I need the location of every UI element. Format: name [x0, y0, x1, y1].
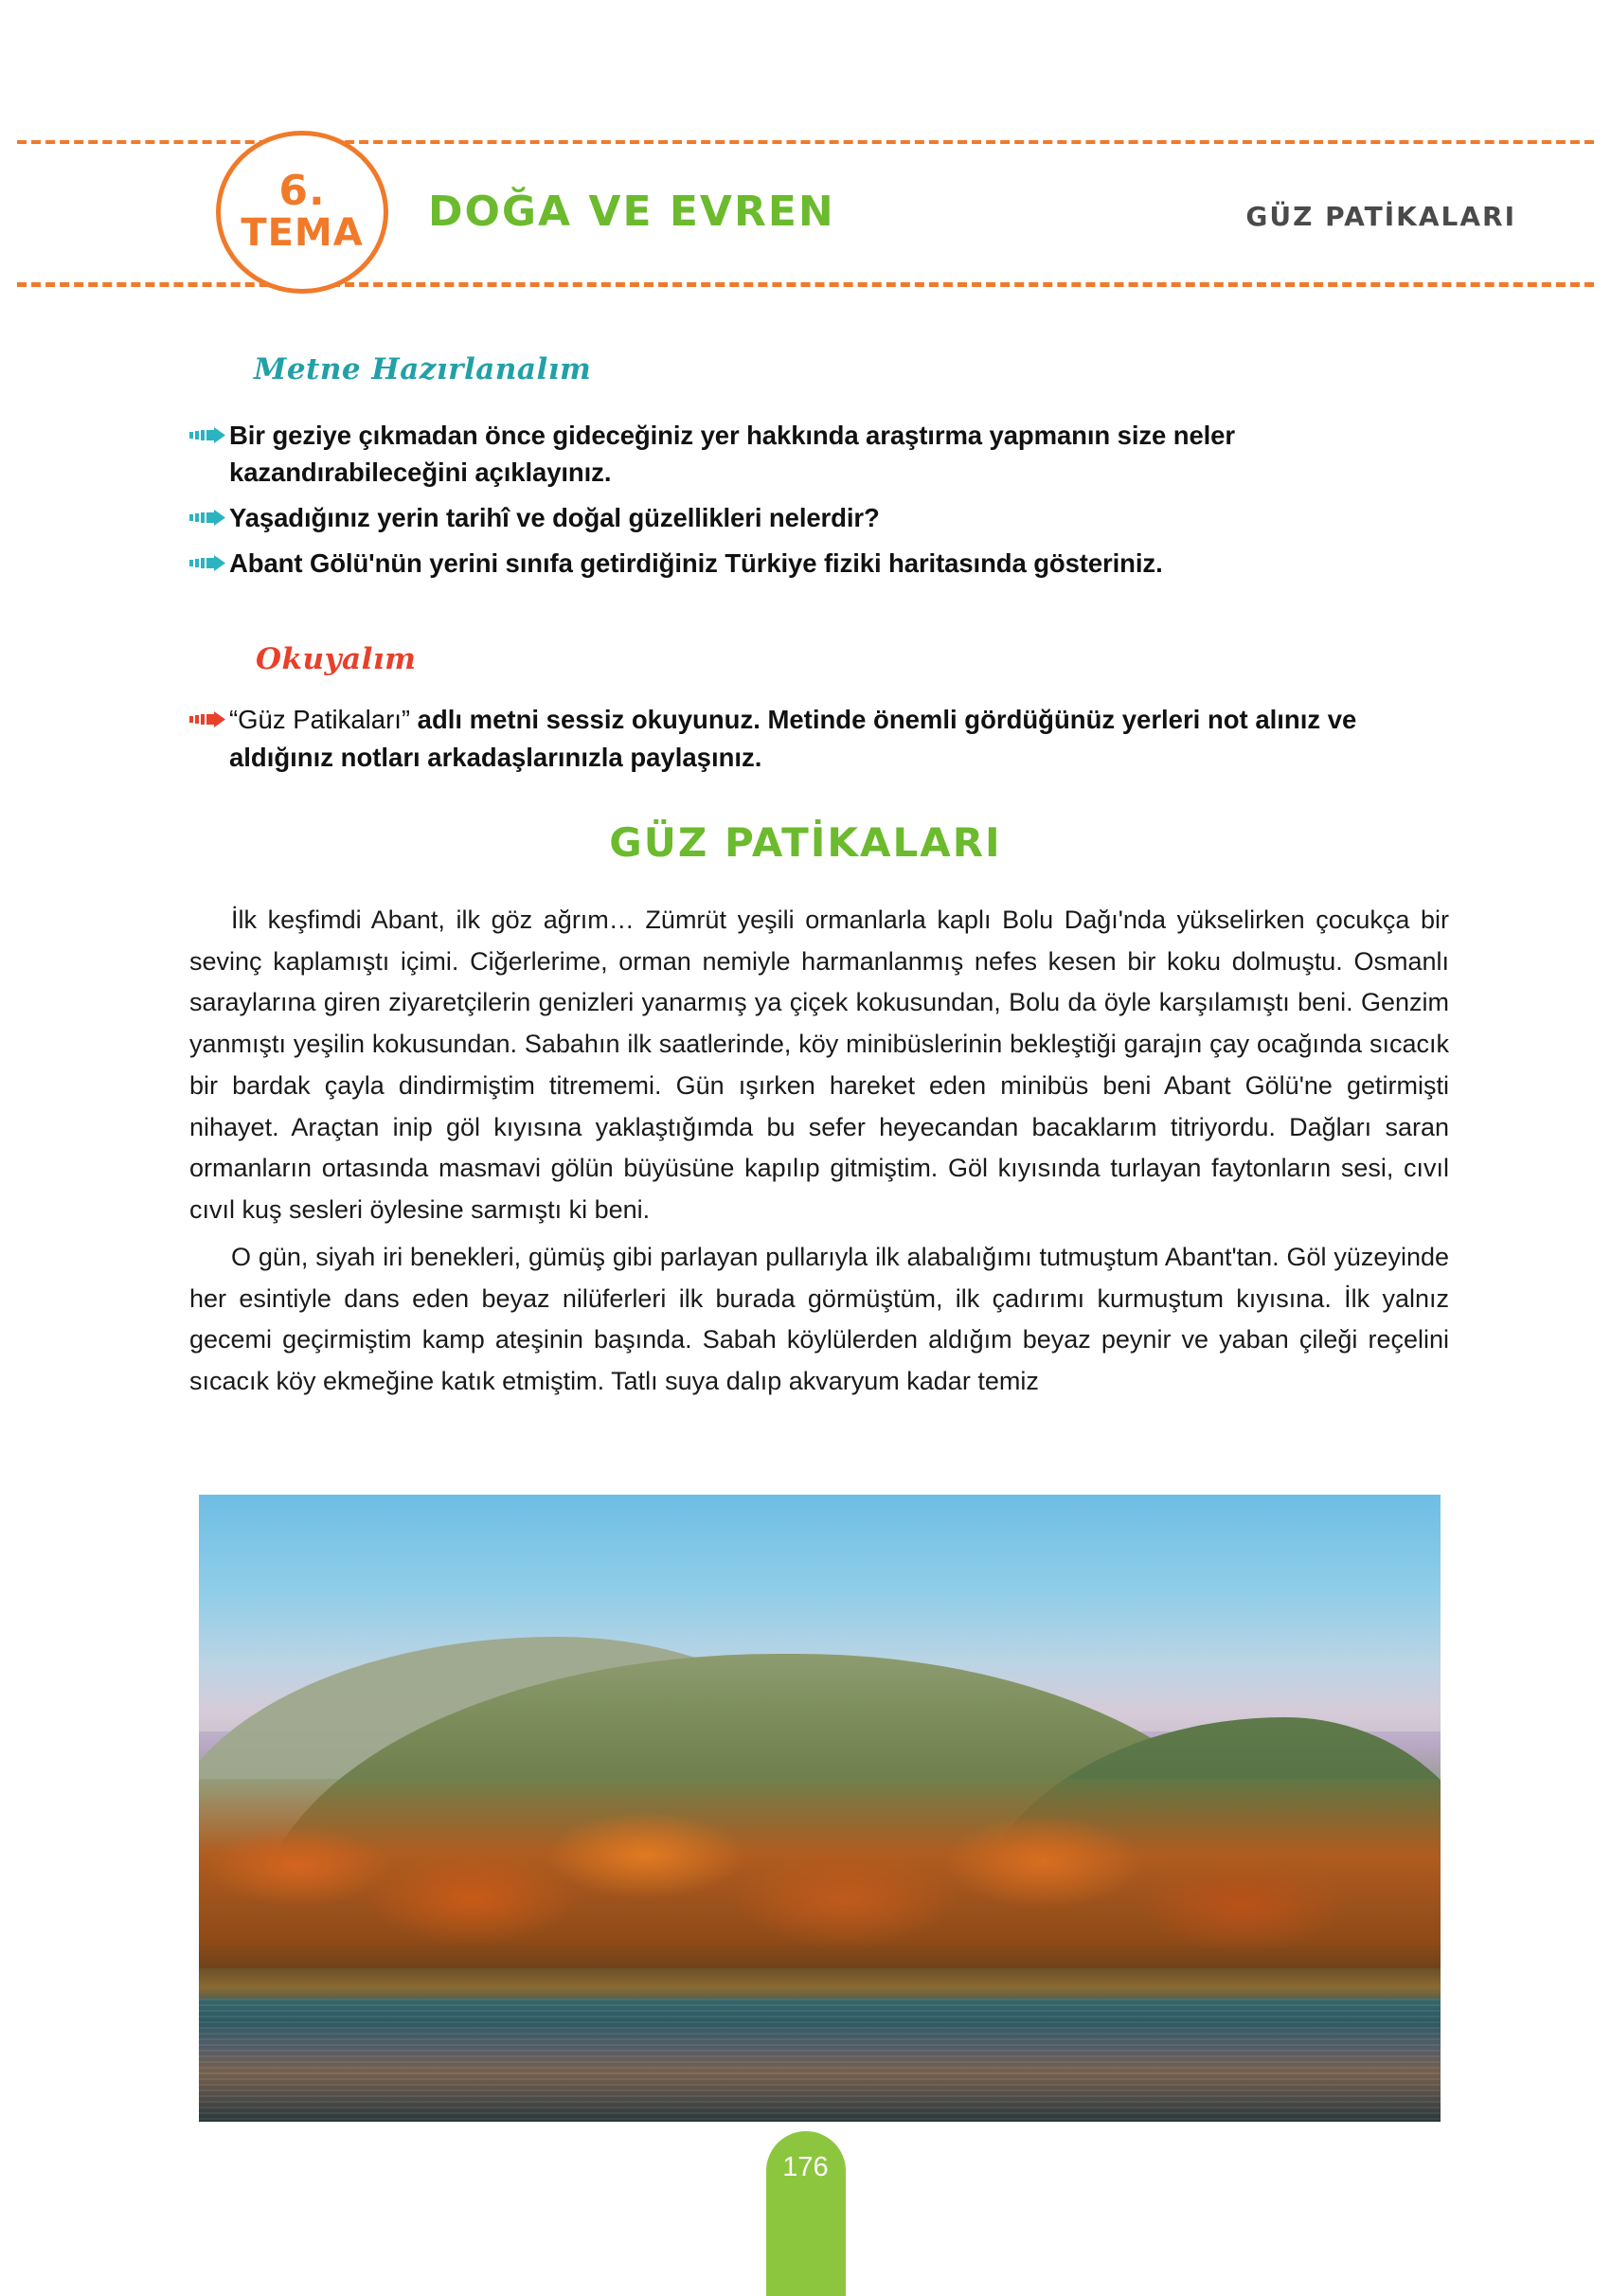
arrow-icon: [189, 545, 229, 571]
abant-lake-autumn-photo: [199, 1495, 1441, 2122]
prepare-question-list: [189, 417, 1449, 590]
read-instruction-list: [189, 701, 1459, 785]
page-header: [0, 123, 1611, 303]
lake-water: [199, 1999, 1441, 2122]
story-title: GÜZ PATİKALARI: [609, 819, 1002, 866]
page-number: 176: [782, 2152, 829, 2182]
theme-label: TEMA: [241, 211, 364, 255]
section-heading-prepare: Metne Hazırlanalım: [254, 352, 592, 386]
page-title: DOĞA VE EVREN: [428, 188, 835, 236]
header-dashed-line-bottom: [17, 282, 1594, 287]
photo-illustration: [199, 1495, 1441, 2122]
list-item-text: [229, 701, 1459, 777]
list-item-text: Bir geziye çıkmadan önce gideceğiniz yer hakkında araştırma yapmanın size neler kazandırabileceğini açıklayınız.: [229, 421, 1235, 488]
theme-badge: [216, 131, 388, 294]
autumn-forest: [199, 1779, 1441, 1997]
quoted-text-title: “Güz Patikaları”: [229, 705, 411, 734]
running-head: GÜZ PATİKALARI: [1245, 201, 1516, 232]
list-item: [189, 417, 1449, 491]
instruction-text: adlı metni sessiz okuyunuz. Metinde önemli gördüğünüz yerleri not alınız ve aldığınız notları arkadaşlarınızla paylaşınız.: [229, 705, 1357, 772]
paragraph: O gün, siyah iri benekleri, gümüş gibi parlayan pullarıyla ilk alabalığımı tutmuştum Abant'tan. Göl yüzeyinde her esintiyle dans eden beyaz nilüferleri ilk burada görmüştüm, ilk çadırımı kurmuştum kıyısına. İlk yalnız gecemi geçirmiştim kamp ateşinin başında. Sabah köylülerden aldığım beyaz peynir ve yaban çileği reçelini sıcacık köy ekmeğine katık etmiştim. Tatlı suya dalıp akvaryum kadar temiz: [189, 1242, 1449, 1396]
list-item: [189, 545, 1449, 582]
arrow-icon: [189, 417, 229, 443]
list-item: [189, 701, 1459, 777]
arrow-icon: [189, 701, 229, 727]
theme-number: 6.: [278, 167, 326, 215]
list-item: [189, 499, 1449, 536]
section-heading-read: Okuyalım: [256, 642, 417, 676]
story-body: [189, 900, 1449, 1408]
arrow-icon: [189, 499, 229, 526]
page-number-tab: [766, 2131, 846, 2296]
list-item-text: Abant Gölü'nün yerini sınıfa getirdiğiniz Türkiye fiziki haritasında gösteriniz.: [229, 548, 1163, 579]
list-item-text: Yaşadığınız yerin tarihî ve doğal güzellikleri nelerdir?: [229, 503, 880, 533]
paragraph: İlk keşfimdi Abant, ilk göz ağrım… Zümrüt yeşili ormanlarla kaplı Bolu Dağı'nda yükselirken çocukça bir sevinç kaplamıştı içimi. Ciğerlerime, orman nemiyle harmanlanmış nefes kesen bir koku dolmuştu. Osmanlı saraylarına giren ziyaretçilerin genizleri yanarmış ya çiçek kokusundan, Bolu da öyle karşılamıştı beni. Genzim yanmıştı yeşilin kokusundan. Sabahın ilk saatlerinde, köy minibüslerinin bekleştiği garajın çay ocağında sıcacık bir bardak çayla dindirmiştim titrememi. Gün ışırken hareket eden minibüs beni Abant Gölü'ne getirmişti nihayet. Araçtan inip göl kıyısına yaklaştığımda bu sefer heyecandan bacaklarım titriyordu. Dağları saran ormanların ortasında masmavi gölün büyüsüne kapılıp gitmiştim. Göl kıyısında turlayan faytonların sesi, cıvıl cıvıl kuş sesleri öylesine sarmıştı ki beni.: [189, 906, 1449, 1225]
